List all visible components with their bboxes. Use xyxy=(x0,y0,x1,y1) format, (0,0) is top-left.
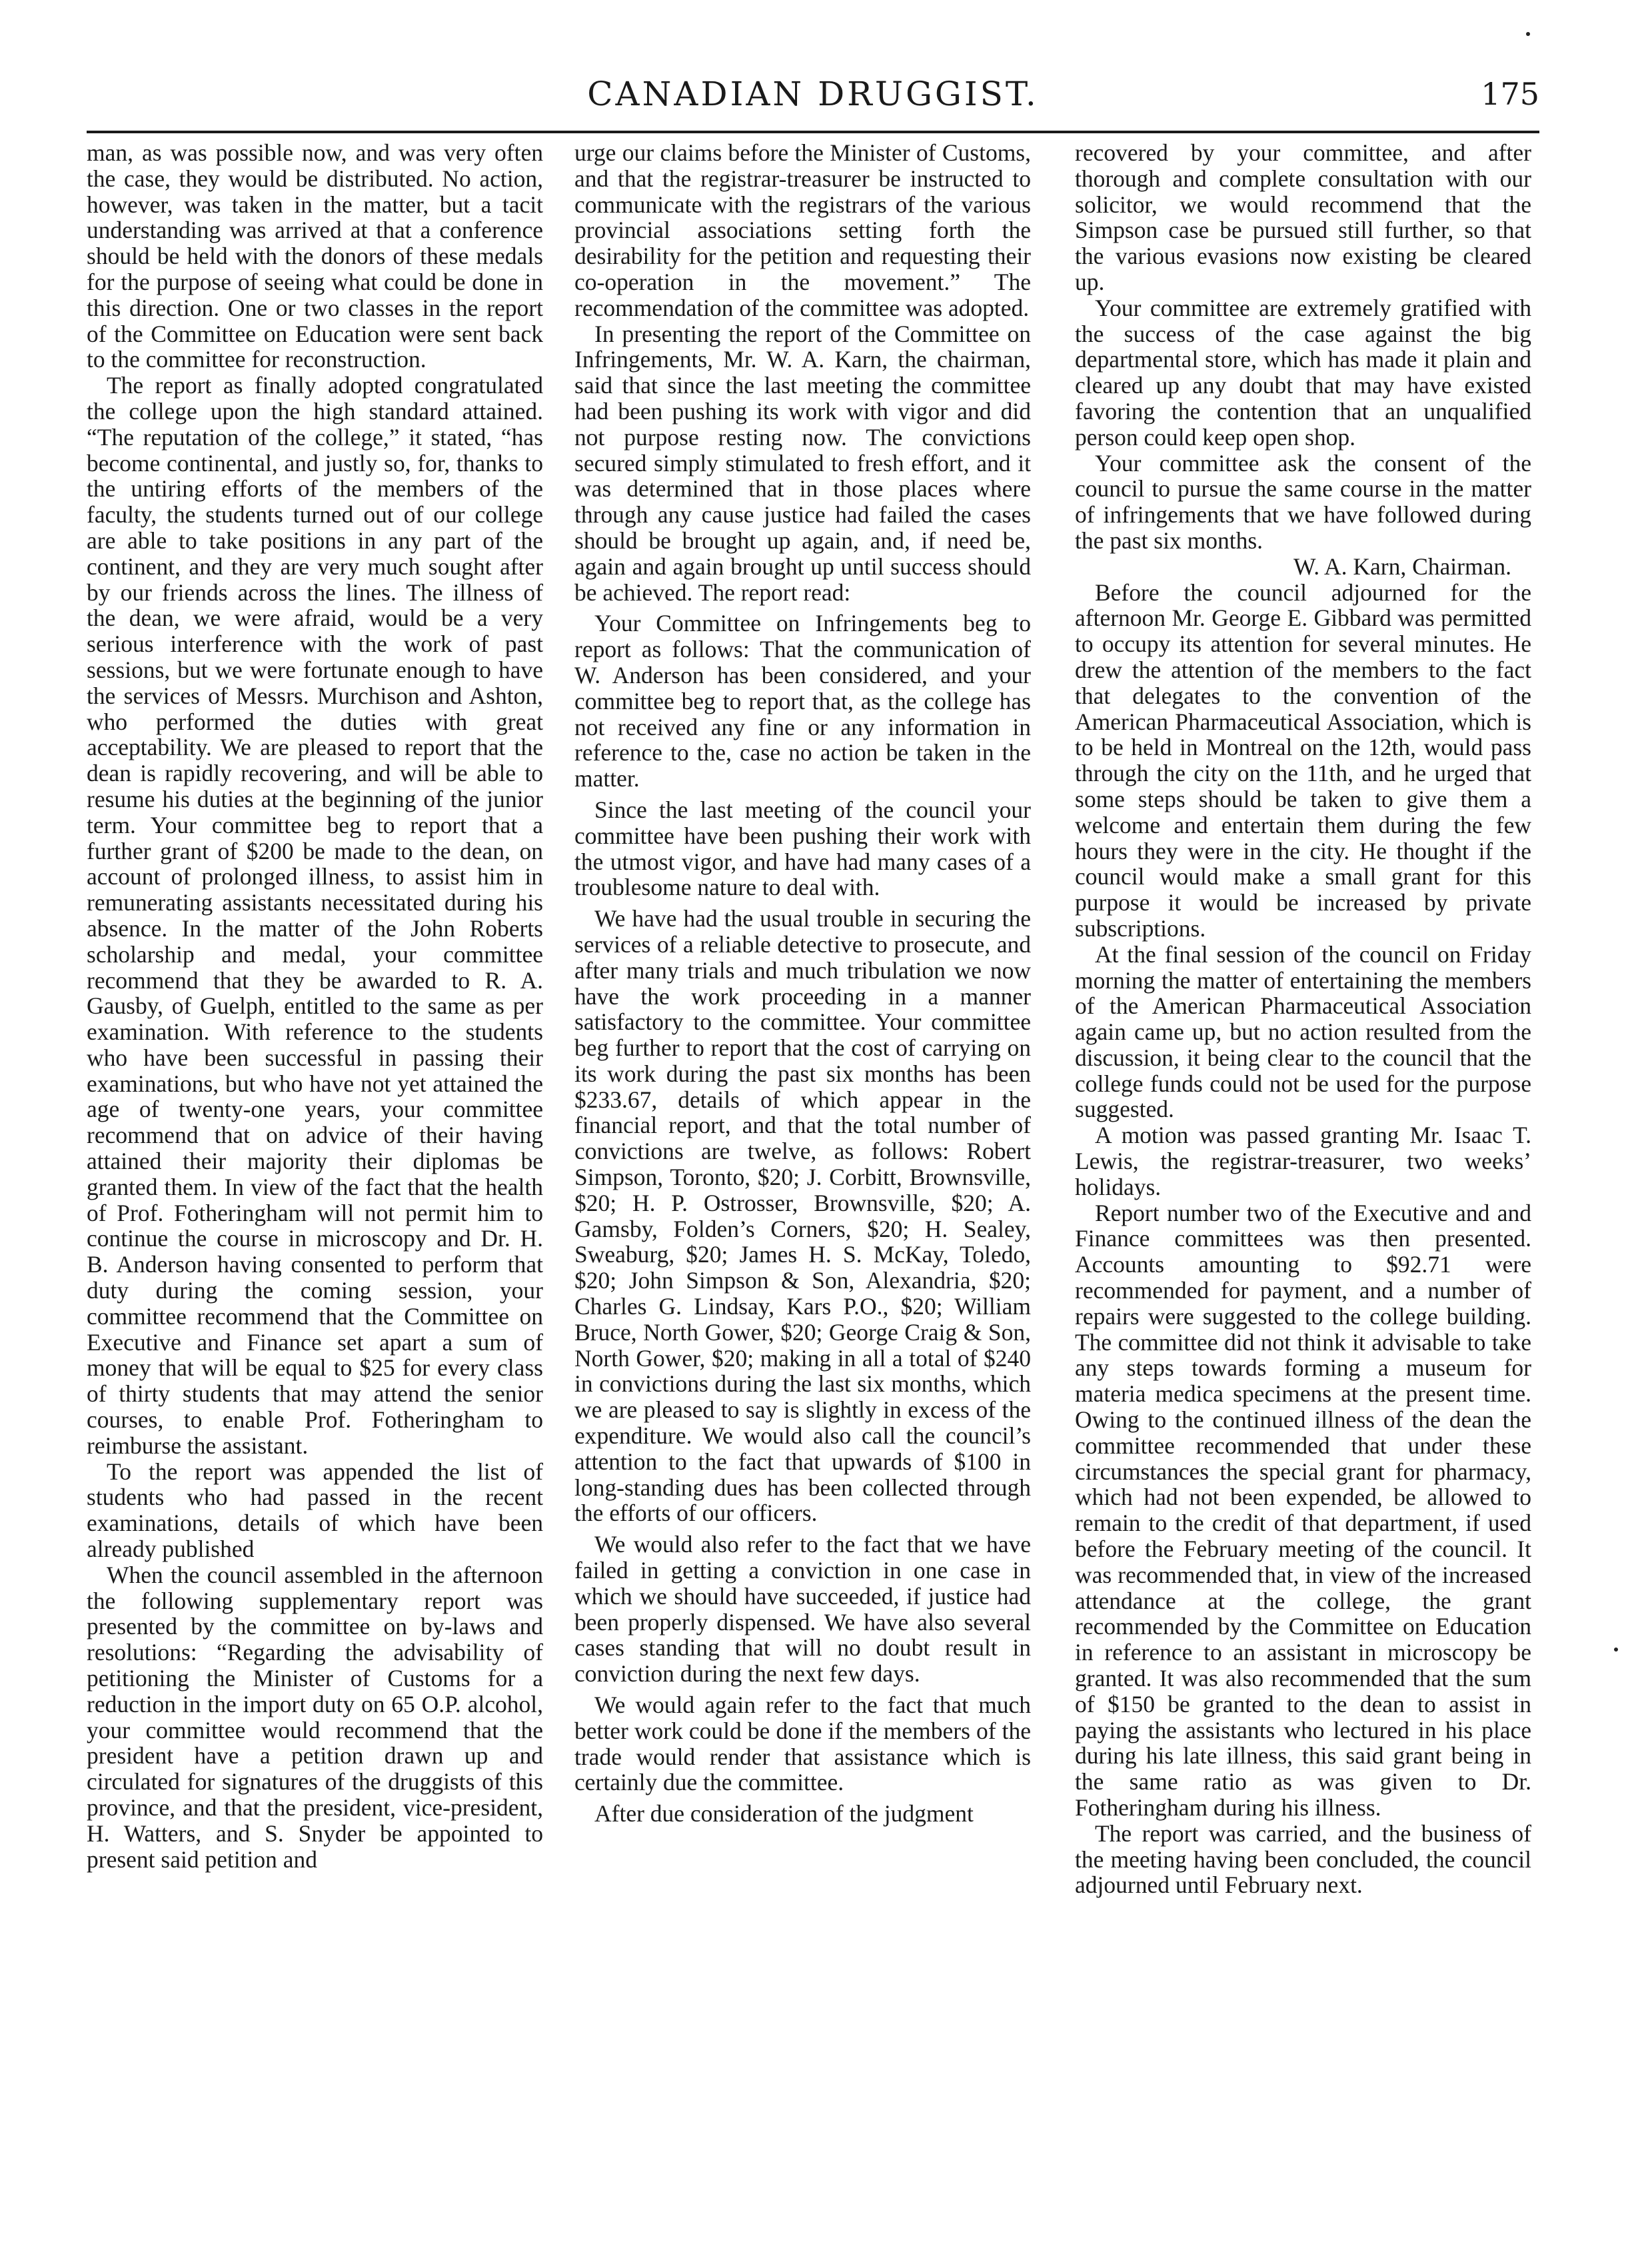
paragraph: recovered by your committee, and after thorough and complete consultation with our solicitor, we would recommend that the Simpson case be pursued still further, so that the various evasions now existing be cleared up. xyxy=(1075,139,1531,295)
print-speck xyxy=(1526,32,1530,36)
paragraph: Your committee are extremely gratified with the success of the case against the big departmental store, which has made it plain and cleared up any doubt that may have existed favoring the contention that an unqualified person could keep open shop. xyxy=(1075,294,1531,451)
paragraph: We would also refer to the fact that we have failed in getting a conviction in one case in which we should have succeeded, if justice had been properly dispensed. We have also several cases standing that will no doubt result in conviction during the next few days. xyxy=(574,1531,1031,1688)
print-speck xyxy=(1614,1648,1618,1652)
paragraph: After due consideration of the judgment xyxy=(594,1800,974,1827)
paragraph: Your committee ask the consent of the council to pursue the same course in the matter of infringements that we have followed during the past six months. xyxy=(1075,449,1531,554)
paragraph: Before the council adjourned for the afternoon Mr. George E. Gibbard was permitted to occupy its attention for several minutes. He drew the attention of the members to the fact that delegates to the convention of the American Pharmaceutical Association, which is to be held in Montreal on the 12th, would pass through the city on the 11th, and he urged that some steps should be taken to give them a welcome and entertain them during the few hours they were in the city. He thought if the council would make a small grant for this purpose it would be increased by private subscriptions. xyxy=(1075,578,1531,942)
header-rule xyxy=(87,131,1539,133)
text-column-2 xyxy=(574,140,1031,2193)
page-header xyxy=(87,75,1539,123)
paragraph: A motion was passed granting Mr. Isaac T. Lewis, the registrar-treasurer, two weeks’ holidays. xyxy=(1075,1122,1531,1200)
paragraph: When the council assembled in the afternoon the following supplementary report was presented by the committee on by-laws and resolutions: “Regarding the advisability of petitioning the Minister of Customs for a reduction in the import duty on 65 O.P. alcohol, your committee would recommend that the president have a petition drawn up and circulated for signatures of the druggists of this province, and that the president, vice-president, H. Watters, and S. Snyder be appointed to present said petition and xyxy=(87,1561,543,1873)
page-number: 175 xyxy=(1481,76,1539,112)
text-column-1 xyxy=(87,140,543,2193)
paragraph: Since the last meeting of the council your committee have been pushing their work with the utmost vigor, and have had many cases of a troublesome nature to deal with. xyxy=(574,796,1031,901)
paragraph: The report was carried, and the business of the meeting having been concluded, the council adjourned until February next. xyxy=(1075,1819,1531,1899)
paragraph: man, as was possible now, and was very often the case, they would be distributed. No action, however, was taken in the matter, but a tacit understanding was arrived at that a conference should be held with the donors of these medals for the purpose of seeing what could be done in this direction. One or two classes in the report of the Committee on Education were sent back to the committee for reconstruction. xyxy=(87,139,543,373)
paragraph: urge our claims before the Minister of Customs, and that the registrar-treasurer be instructed to communicate with the registrars of the various provincial associations setting forth the desirability for the petition and requesting their co-operation in the movement.” The recommendation of the committee was adopted. xyxy=(574,139,1031,321)
paragraph: Your Committee on Infringements beg to report as follows: That the communication of W. Anderson has been considered, and your committee beg to report that, as the college has not received any fine or any information in reference to the, case no action be taken in the matter. xyxy=(574,610,1031,792)
paragraph: In presenting the report of the Committee on Infringements, Mr. W. A. Karn, the chairman, said that since the last meeting the committee had been pushing its work with vigor and did not purpose resting now. The convictions secured simply stimulated to fresh effort, and it was determined that in those places where through any cause justice had failed the cases should be brought up again, and, if need be, again and again brought up until success should be achieved. The report read: xyxy=(574,320,1031,606)
signature: W. A. Karn, Chairman. xyxy=(1293,553,1511,580)
paragraph: Report number two of the Executive and and Finance committees was then presented. Accounts amounting to $92.71 were recommended for payment, and a number of repairs were suggested to the college building. The committee did not think it advisable to take any steps towards forming a museum for materia medica specimens at the present time. Owing to the continued illness of the dean the committee recommended that under these circumstances the special grant for pharmacy, which had not been expended, be allowed to remain to the credit of that department, if used before the February meeting of the council. It was recommended that, in view of the increased attendance at the college, the grant recommended by the Committee on Education in reference to an assistant in microscopy be granted. It was also recommended that the sum of $150 be granted to the dean to assist in paying the assistants who lectured in his place during his late illness, this said grant being in the same ratio as was given to Dr. Fotheringham during his illness. xyxy=(1075,1199,1531,1821)
journal-title: CANADIAN DRUGGIST. xyxy=(587,75,1039,113)
paragraph: We would again refer to the fact that much better work could be done if the members of the trade would render that assistance which is certainly due the committee. xyxy=(574,1691,1031,1796)
paragraph: We have had the usual trouble in securing the services of a reliable detective to prosecute, and after many trials and much tribulation we now have the work proceeding in a manner satisfactory to the committee. Your committee beg further to report that the cost of carrying on its work during the past six months has been $233.67, details of which appear in the financial report, and that the total number of convictions are twelve, as follows: Robert Simpson, Toronto, $20; J. Corbitt, Brownsville, $20; H. P. Ostrosser, Brownsville, $20; A. Gamsby, Folden’s Corners, $20; H. Sealey, Sweaburg, $20; James H. S. McKay, Toledo, $20; John Simpson & Son, Alexandria, $20; Charles G. Lindsay, Kars P.O., $20; William Bruce, North Gower, $20; George Craig & Son, North Gower, $20; making in all a total of $240 in convictions during the last six months, which we are pleased to say is slightly in excess of the expenditure. We would also call the council’s attention to the fact that upwards of $100 in long-standing dues has been collected through the efforts of our officers. xyxy=(574,905,1031,1527)
paragraph: At the final session of the council on Friday morning the matter of entertaining the members of the American Pharmaceutical Association again came up, but no action resulted from the discussion, it being clear to the council that the college funds could not be used for the purpose suggested. xyxy=(1075,940,1531,1123)
paragraph: To the report was appended the list of students who had passed in the recent examinations, details of which have been already published xyxy=(87,1458,543,1563)
paragraph: The report as finally adopted congratulated the college upon the high standard attained. “The reputation of the college,” it stated, “has become continental, and justly so, for, thanks to the untiring efforts of the members of the faculty, the students turned out of our college are able to take positions in any part of the continent, and they are very much sought after by our friends across the lines. The illness of the dean, we were afraid, would be a very serious interference with the work of past sessions, but we were fortunate enough to have the services of Messrs. Murchison and Ashton, who performed the duties with great acceptability. We are pleased to report that the dean is rapidly recovering, and will be able to resume his duties at the beginning of the junior term. Your committee beg to report that a further grant of $200 be made to the dean, on account of prolonged illness, to assist him in remunerating assistants necessitated during his absence. In the matter of the John Roberts scholarship and medal, your committee recommend that they be awarded to R. A. Gausby, of Guelph, entitled to the same as per examination. With reference to the students who have been successful in passing their examinations, but who have not yet attained the age of twenty-one years, your committee recommend that on advice of their having attained their majority their diplomas be granted them. In view of the fact that the health of Prof. Fotheringham will not permit him to continue the course in microscopy and Dr. H. B. Anderson having consented to perform that duty during the coming session, your committee recommend that the Committee on Executive and Finance set apart a sum of money that will be equal to $25 for every class of thirty students that may attend the senior courses, to enable Prof. Fotheringham to reimburse the assistant. xyxy=(87,372,543,1459)
text-column-3 xyxy=(1075,140,1531,2193)
